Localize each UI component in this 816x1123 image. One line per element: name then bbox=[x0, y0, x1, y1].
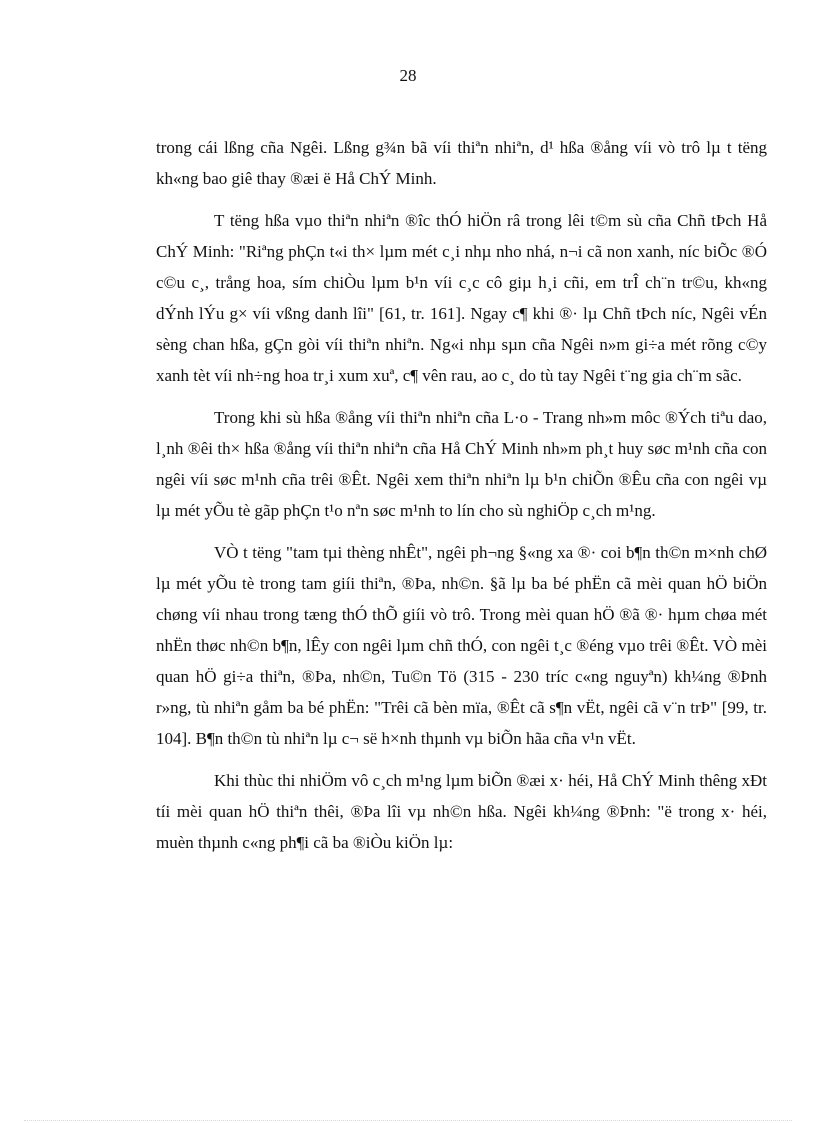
page-bottom-divider bbox=[24, 1120, 792, 1121]
paragraph: VÒ t tëng "tam tµi thèng nhÊt", ngêi ph¬ng §«ng xa ®· coi b¶n th©n m×nh chØ lµ mét yÕu tè trong tam giíi thiªn, ®Þa, nh©n. §ã lµ ba bé phËn cã mèi quan hÖ biÖn chøng víi nhau trong tæng thÓ thÕ giíi vò trô. Trong mèi quan hÖ ®ã ®· hµm chøa mét nhËn thøc nh©n b¶n, lÊy con ngêi lµm chñ thÓ, con ngêi t¸c ®éng vµo trêi ®Êt. VÒ mèi quan hÖ gi÷a thiªn, ®Þa, nh©n, Tu©n Tö (315 - 230 tríc c«ng nguyªn) kh¼ng ®Þnh r»ng, tù nhiªn gåm ba bé phËn: "Trêi cã bèn mïa, ®Êt cã s¶n vËt, ngêi cã v¨n trÞ" [99, tr. 104]. B¶n th©n tù nhiªn lµ c¬ së h×nh thµnh vµ biÕn hãa cña v¹n vËt. bbox=[156, 543, 767, 748]
body-text bbox=[156, 132, 767, 869]
paragraph: T tëng hßa vµo thiªn nhiªn ®îc thÓ hiÖn râ trong lêi t©m sù cña Chñ tÞch Hå ChÝ Minh: "Riªng phÇn t«i th× lµm mét c¸i nhµ nho nhá, n¬i cã non xanh, níc biÕc ®Ó c©u c¸, trång hoa, sím chiÒu lµm b¹n víi c¸c cô giµ h¸i cñi, em trÎ ch¨n tr©u, kh«ng dÝnh lÝu g× víi vßng danh lîi" [61, tr. 161]. Ngay c¶ khi ®· lµ Chñ tÞch níc, Ngêi vÉn sèng chan hßa, gÇn gòi víi thiªn nhiªn. Ng«i nhµ sµn cña Ngêi n»m gi÷a mét rõng c©y xanh tèt víi nh÷ng hoa tr¸i xum xuª, c¶ vên rau, ao c¸ do tù tay Ngêi t¨ng gia ch¨m sãc. bbox=[156, 211, 767, 385]
page-number: 28 bbox=[399, 66, 417, 85]
paragraph: Trong khi sù hßa ®ång víi thiªn nhiªn cña L·o - Trang nh»m môc ®Ých tiªu dao, l¸nh ®êi th× hßa ®ång víi thiªn nhiªn cña Hå ChÝ Minh nh»m ph¸t huy søc m¹nh cña con ngêi víi søc m¹nh cña trêi ®Êt. Ngêi xem thiªn nhiªn lµ b¹n chiÕn ®Êu cña con ngêi vµ lµ mét yÕu tè gãp phÇn t¹o nªn søc m¹nh to lín cho sù nghiÖp c¸ch m¹ng. bbox=[156, 408, 767, 520]
paragraph: Khi thùc thi nhiÖm vô c¸ch m¹ng lµm biÕn ®æi x· héi, Hå ChÝ Minh thêng xÐt tíi mèi quan hÖ thiªn thêi, ®Þa lîi vµ nh©n hßa. Ngêi kh¼ng ®Þnh: "ë trong x· héi, muèn thµnh c«ng ph¶i cã ba ®iÒu kiÖn lµ: bbox=[156, 771, 767, 852]
paragraph: trong cái lßng cña Ngêi. Lßng g¾n bã víi thiªn nhiªn, d¹ hßa ®ång víi vò trô lµ t tëng kh«ng bao giê thay ®æi ë Hå ChÝ Minh. bbox=[156, 138, 767, 188]
